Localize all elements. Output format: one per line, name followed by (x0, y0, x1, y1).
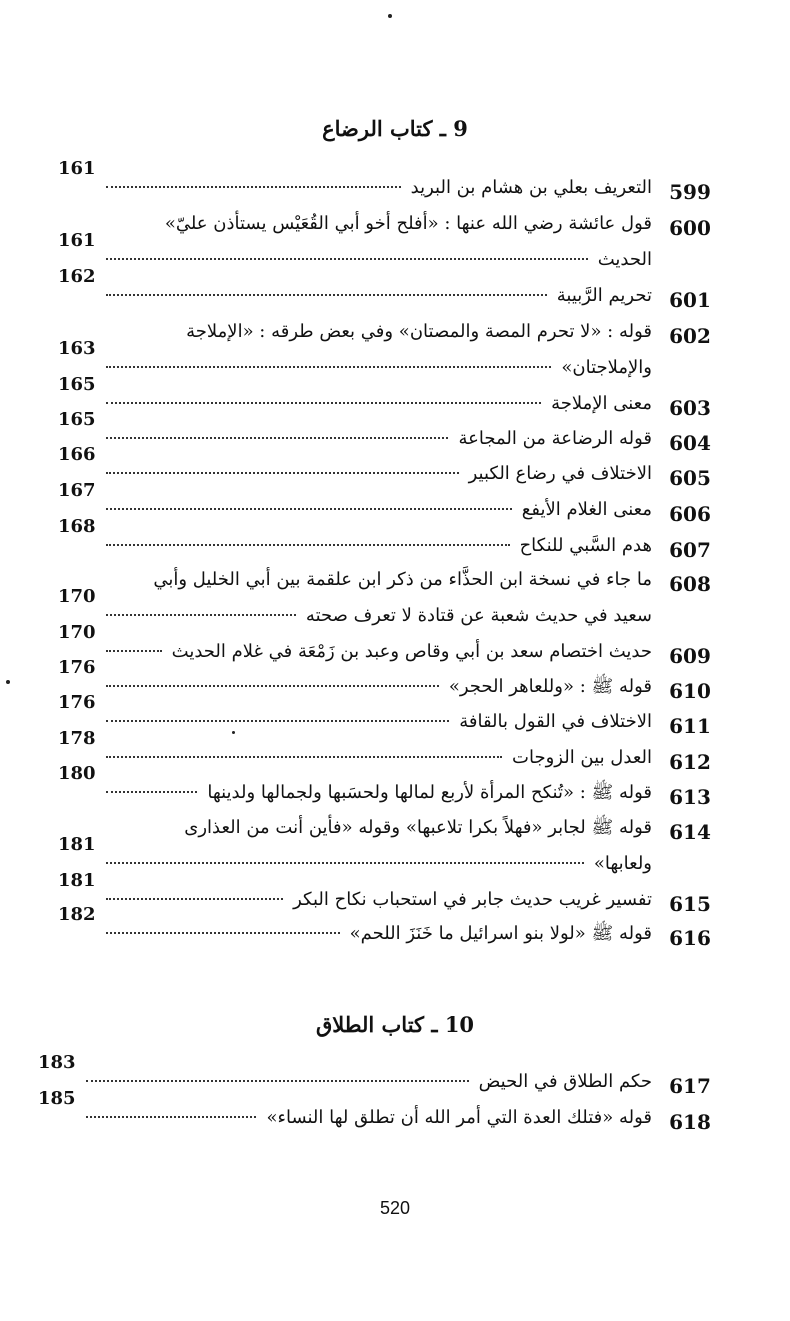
entry-title-line: قول عائشة رضي الله عنها : «أفلح أخو أبي القُعَيْس يستأذن عليّ» (164, 213, 652, 234)
entry-title-line: هدم السَّبي للنكاح (519, 535, 652, 556)
index-entry[interactable] (0, 409, 790, 463)
page-reference: 166 (58, 444, 96, 465)
page-reference: 161 (58, 158, 96, 179)
dot-leader (106, 685, 439, 687)
index-entry[interactable] (0, 480, 790, 534)
dot-leader (106, 508, 512, 510)
page-reference: 181 (58, 870, 96, 891)
entry-number: 608 (669, 572, 711, 596)
page-reference: 185 (38, 1088, 76, 1109)
dot-leader (106, 186, 401, 188)
entry-number: 602 (669, 324, 711, 348)
dot-leader (106, 437, 448, 439)
entry-title-line: حكم الطلاق في الحيض (478, 1071, 652, 1092)
entry-title-line: قوله ﷺ : «وللعاهر الحجر» (448, 676, 652, 697)
dot-leader (106, 756, 502, 758)
entry-number: 613 (669, 785, 711, 809)
page-reference: 178 (58, 728, 96, 749)
entry-title-line: ما جاء في نسخة ابن الحذَّاء من ذكر ابن علقمة بين أبي الخليل وأبي (153, 569, 652, 590)
page-reference: 176 (58, 657, 96, 678)
entry-number: 615 (669, 892, 711, 916)
print-speck (388, 14, 392, 18)
entry-title-line: الاختلاف في رضاع الكبير (468, 463, 652, 484)
dot-leader (86, 1116, 256, 1118)
entry-number: 614 (669, 820, 711, 844)
dot-leader (106, 402, 541, 404)
page-number: 520 (379, 1198, 411, 1218)
index-entry[interactable] (0, 374, 790, 428)
entry-number: 599 (669, 180, 711, 204)
dot-leader (106, 862, 584, 864)
section-heading: 9 ـ كتاب الرضاع (322, 116, 468, 141)
entry-title-line: الحديث (597, 249, 652, 270)
index-entry[interactable] (0, 622, 790, 676)
entry-number: 618 (669, 1110, 711, 1134)
entry-title-line: حديث اختصام سعد بن أبي وقاص وعبد بن زَمْعَة في غلام الحديث (171, 641, 652, 662)
dot-leader (106, 294, 547, 296)
entry-number: 606 (669, 502, 711, 526)
dot-leader (106, 614, 296, 616)
entry-number: 600 (669, 216, 711, 240)
page-reference: 176 (58, 692, 96, 713)
entry-number: 601 (669, 288, 711, 312)
page-reference: 165 (58, 409, 96, 430)
entry-title-line: قوله «فتلك العدة التي أمر الله أن تطلق لها النساء» (266, 1107, 652, 1128)
index-entry[interactable] (0, 728, 790, 782)
index-entry[interactable] (0, 516, 790, 570)
entry-title-line: ولعابها» (593, 853, 652, 874)
dot-leader (106, 720, 449, 722)
index-entry[interactable] (0, 657, 790, 711)
entry-number: 610 (669, 679, 711, 703)
entry-title-line: قوله الرضاعة من المجاعة (458, 428, 652, 449)
dot-leader (106, 932, 340, 934)
entry-title-line: تحريم الرَّبيبة (556, 285, 652, 306)
index-entry[interactable] (0, 763, 790, 817)
entry-title-line: العدل بين الزوجات (512, 747, 652, 768)
index-entry[interactable] (0, 266, 790, 320)
index-entry[interactable] (0, 1052, 790, 1106)
dot-leader (106, 258, 588, 260)
page-reference: 170 (58, 622, 96, 643)
dot-leader (106, 650, 162, 652)
entry-title-line: تفسير غريب حديث جابر في استحباب نكاح البكر (293, 889, 652, 910)
entry-number: 604 (669, 431, 711, 455)
dot-leader (106, 898, 283, 900)
page-reference: 180 (58, 763, 96, 784)
entry-title-line: قوله ﷺ : «تُنكح المرأة لأربع لمالها ولحسَبها ولجمالها ولدينها (207, 782, 652, 803)
entry-title-line: معنى الإملاجة (551, 393, 652, 414)
entry-number: 603 (669, 396, 711, 420)
page-reference: 163 (58, 338, 96, 359)
entry-number: 609 (669, 644, 711, 668)
entry-number: 617 (669, 1074, 711, 1098)
dot-leader (106, 544, 510, 546)
entry-title-line: قوله : «لا تحرم المصة والمصتان» وفي بعض طرقه : «الإملاجة (186, 321, 652, 342)
index-entry[interactable] (0, 870, 790, 924)
entry-number: 611 (669, 714, 711, 738)
entry-title-line: الاختلاف في القول بالقافة (459, 711, 652, 732)
entry-title-line: التعريف بعلي بن هشام بن البريد (410, 177, 652, 198)
index-entry[interactable] (0, 816, 790, 888)
entry-title-line: قوله ﷺ لجابر «فهلاً بكرا تلاعبها» وقوله «فأين أنت من العذارى (184, 817, 652, 838)
page-reference: 161 (58, 230, 96, 251)
index-entry[interactable] (0, 1088, 790, 1142)
index-entry[interactable] (0, 320, 790, 392)
index-entry[interactable] (0, 212, 790, 284)
entry-number: 612 (669, 750, 711, 774)
entry-title-line: والإملاجتان» (561, 357, 652, 378)
section-heading: 10 ـ كتاب الطلاق (315, 1012, 475, 1037)
page-reference: 181 (58, 834, 96, 855)
index-entry[interactable] (0, 158, 790, 212)
page-reference: 170 (58, 586, 96, 607)
page-reference: 182 (58, 904, 96, 925)
index-entry[interactable] (0, 444, 790, 498)
index-entry[interactable] (0, 568, 790, 640)
page-reference: 168 (58, 516, 96, 537)
page-reference: 165 (58, 374, 96, 395)
dot-leader (106, 366, 551, 368)
index-entry[interactable] (0, 692, 790, 746)
entry-number: 616 (669, 926, 711, 950)
entry-number: 607 (669, 538, 711, 562)
page-reference: 162 (58, 266, 96, 287)
page-reference: 183 (38, 1052, 76, 1073)
dot-leader (106, 791, 197, 793)
entry-title-line: سعيد في حديث شعبة عن قتادة لا تعرف صحته (305, 605, 652, 626)
entry-number: 605 (669, 466, 711, 490)
dot-leader (86, 1080, 469, 1082)
entry-title-line: معنى الغلام الأيفع (521, 499, 652, 520)
page-reference: 167 (58, 480, 96, 501)
entry-title-line: قوله ﷺ «لولا بنو اسرائيل ما خَنَزَ اللحم» (349, 923, 652, 944)
dot-leader (106, 472, 459, 474)
